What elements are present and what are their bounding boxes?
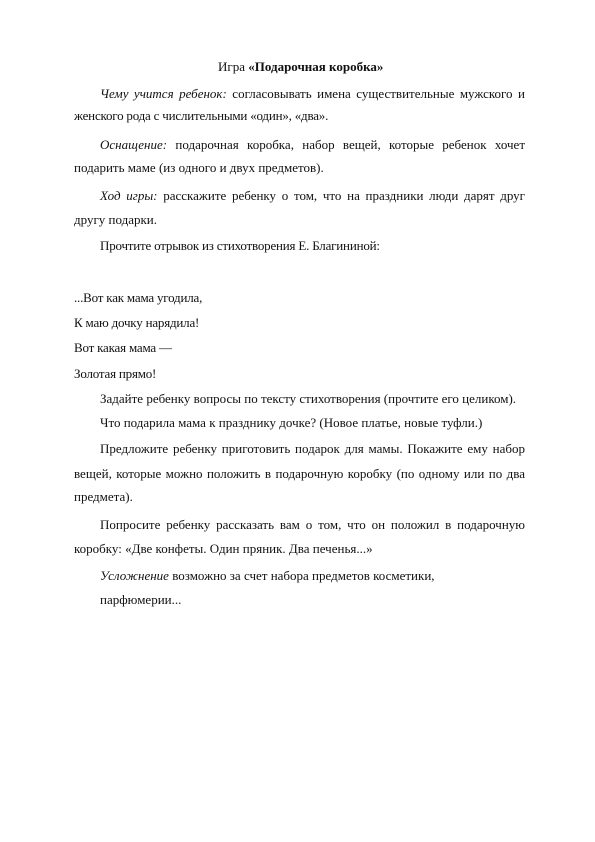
paragraph-question: Что подарила мама к празднику дочке? (Новое платье, новые туфли.) bbox=[100, 415, 483, 430]
learning-label: Чему учится ребенок: bbox=[100, 86, 227, 101]
procedure-text: расскажите ребенку о том, что на праздники люди дарят друг bbox=[157, 188, 525, 203]
document-title bbox=[218, 59, 383, 75]
paragraph-complication-line2: парфюмерии... bbox=[100, 592, 182, 607]
equipment-label: Оснащение: bbox=[100, 137, 168, 152]
poem-line: К маю дочку нарядила! bbox=[74, 315, 200, 330]
complication-text: возможно за счет набора предметов косметики, bbox=[168, 568, 435, 583]
paragraph-complication-line1 bbox=[100, 568, 435, 584]
poem-line: ...Вот как мама угодила, bbox=[74, 290, 203, 305]
paragraph-ask-tell-line2: коробку: «Две конфеты. Один пряник. Два печенья...» bbox=[74, 541, 373, 556]
complication-label: Усложнение bbox=[100, 568, 169, 583]
paragraph-ask-tell-line1: Попросите ребенку рассказать вам о том, что он положил в подарочную bbox=[100, 517, 525, 532]
procedure-label: Ход игры: bbox=[100, 188, 158, 203]
paragraph-ask-questions: Задайте ребенку вопросы по тексту стихотворения (прочтите его целиком). bbox=[100, 391, 517, 406]
equipment-text: подарочная коробка, набор вещей, которые ребенок хочет bbox=[167, 137, 525, 152]
title-name: «Подарочная коробка» bbox=[248, 59, 384, 74]
paragraph-learning-line2: женского рода с числительными «один», «два». bbox=[74, 108, 329, 123]
paragraph-prepare-gift-line1: Предложите ребенку приготовить подарок для мамы. Покажите ему набор bbox=[100, 441, 525, 456]
poem-line: Золотая прямо! bbox=[74, 366, 157, 381]
poem-line: Вот какая мама — bbox=[74, 340, 172, 355]
learning-text: согласовывать имена существительные мужского и bbox=[226, 86, 525, 101]
paragraph-equipment-line1 bbox=[100, 137, 525, 153]
paragraph-prepare-gift-line2: вещей, которые можно положить в подарочную коробку (по одному или по два bbox=[74, 466, 525, 481]
paragraph-procedure-line1 bbox=[100, 188, 525, 204]
paragraph-equipment-line2: подарить маме (из одного и двух предметов). bbox=[74, 160, 324, 175]
paragraph-prepare-gift-line3: предмета). bbox=[74, 489, 133, 504]
paragraph-read-excerpt: Прочтите отрывок из стихотворения Е. Благининой: bbox=[100, 238, 380, 253]
paragraph-procedure-line2: другу подарки. bbox=[74, 212, 158, 227]
title-prefix: Игра bbox=[218, 59, 249, 74]
paragraph-learning-line1 bbox=[100, 86, 525, 102]
